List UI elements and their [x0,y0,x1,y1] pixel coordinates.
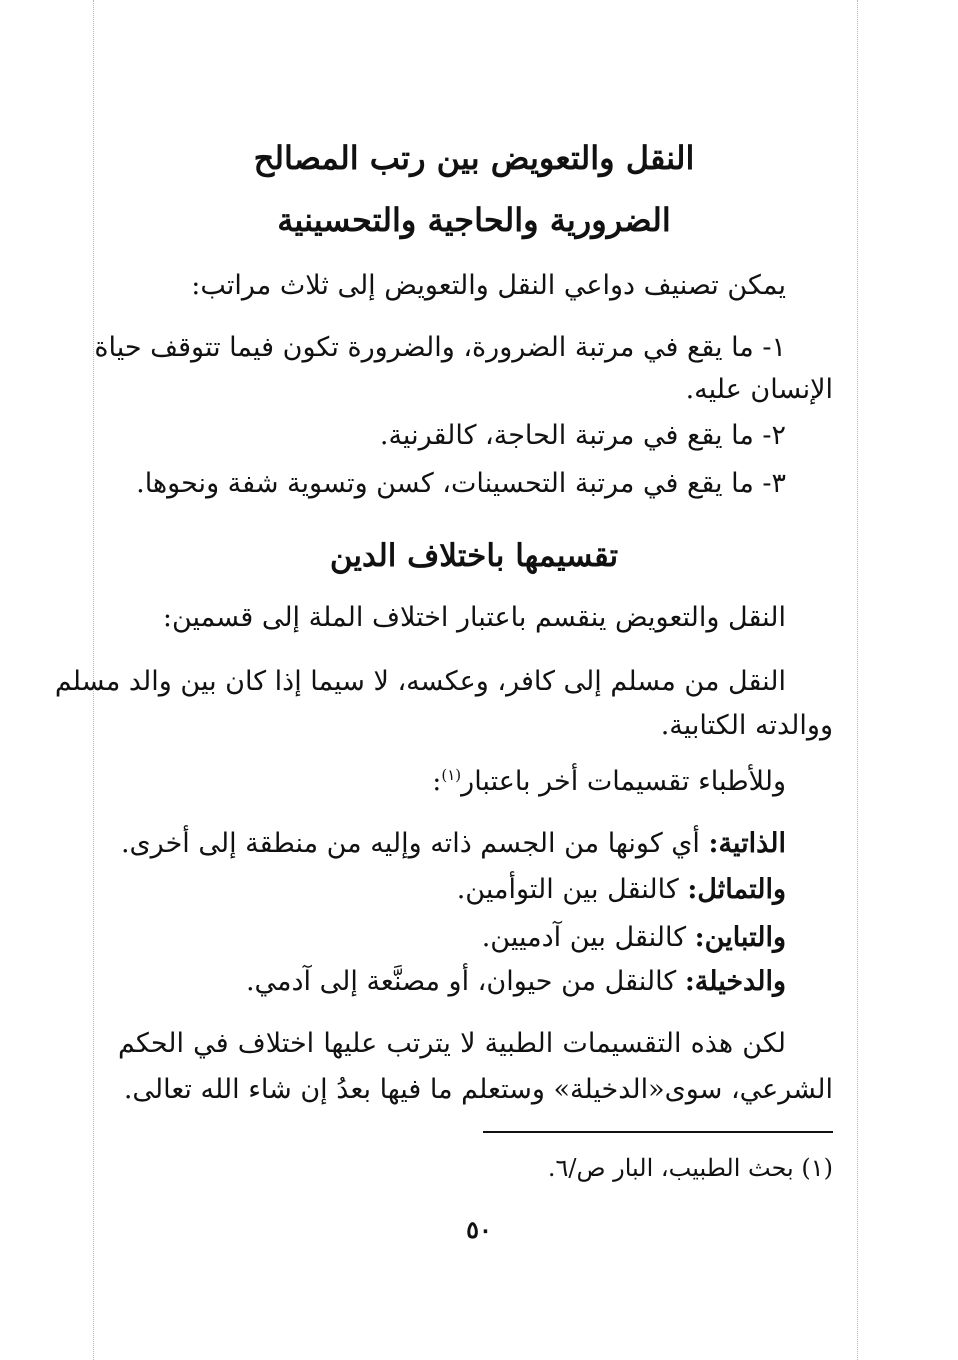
religion-paragraph-1: النقل والتعويض ينقسم باعتبار اختلاف الملة إلى قسمين: [162,602,786,633]
ranks-intro: يمكن تصنيف دواعي النقل والتعويض إلى ثلاث مراتب: [191,270,786,301]
definition-term: الذاتية: [708,828,786,859]
definition-term: والتماثل: [687,874,786,905]
definition-item [120,918,786,958]
definition-item [120,824,786,864]
definition-text: كالنقل بين التوأمين. [456,874,688,905]
rank-item-2: ٢- ما يقع في مرتبة الحاجة، كالقرنية. [379,420,786,451]
religion-paragraph-3-text: وللأطباء تقسيمات أخر باعتبار [461,766,786,797]
definition-item [120,962,786,1002]
definition-text: أي كونها من الجسم ذاته وإليه من منطقة إلى أخرى. [120,828,709,859]
definition-term: والدخيلة: [684,966,786,997]
definition-term: والتباين: [694,922,786,953]
religion-paragraph-2-line-2: ووالدته الكتابية. [660,710,833,741]
rank-item-3: ٣- ما يقع في مرتبة التحسينات، كسن وتسوية شفة ونحوها. [136,468,786,499]
footnote: (١) بحث الطبيب، البار ص/٦. [547,1154,833,1182]
main-title-line-1: النقل والتعويض بين رتب المصالح [253,139,695,177]
main-title-line-2: الضرورية والحاجية والتحسينية [277,201,671,239]
religion-paragraph-3 [120,762,786,802]
religion-paragraph-3-colon: : [432,766,442,797]
definition-item [120,870,786,910]
religion-paragraph-2-line-1: النقل من مسلم إلى كافر، وعكسه، لا سيما إذا كان بين والد مسلم [54,666,786,697]
definition-text: كالنقل من حيوان، أو مصنَّعة إلى آدمي. [245,966,685,997]
closing-paragraph-line-2: الشرعي، سوى«الدخيلة» وستعلم ما فيها بعدُ إن شاء الله تعالى. [123,1074,833,1105]
closing-paragraph-line-1: لكن هذه التقسيمات الطبية لا يترتب عليها اختلاف في الحكم [118,1028,786,1059]
rank-item-1-line-1: ١- ما يقع في مرتبة الضرورة، والضرورة تكون فيما تتوقف حياة [94,332,786,363]
rank-item-1-line-2: الإنسان عليه. [685,374,833,405]
section-title: تقسيمها باختلاف الدين [329,538,619,574]
footnote-divider [483,1131,833,1133]
definition-text: كالنقل بين آدميين. [481,922,695,953]
page-number: ٥٠ [466,1215,492,1244]
footnote-reference: (١) [441,766,462,784]
